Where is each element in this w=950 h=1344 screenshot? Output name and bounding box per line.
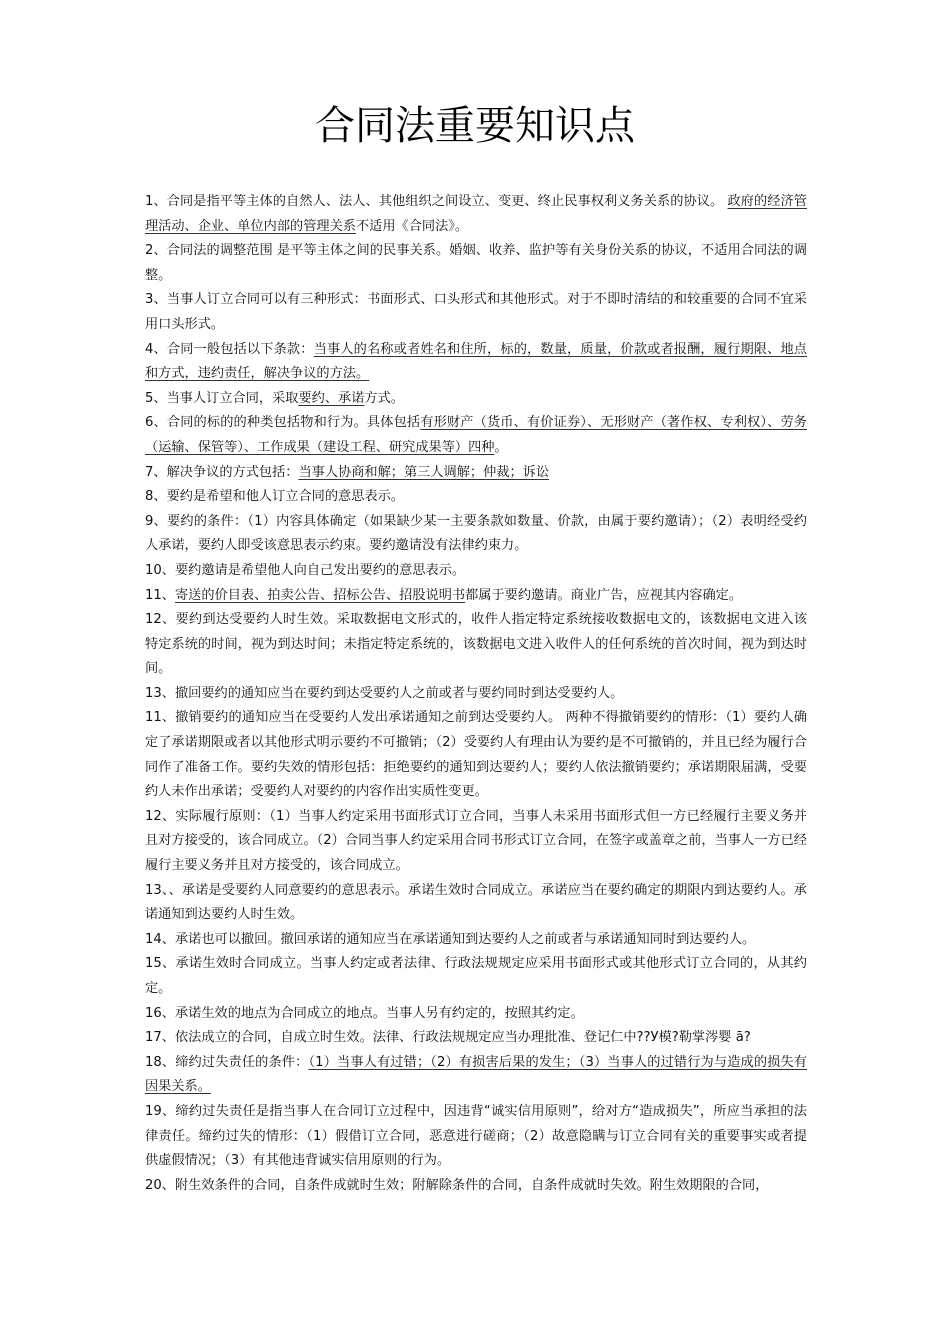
paragraph-text: 14、承诺也可以撤回。撤回承诺的通知应当在承诺通知到达要约人之前或者与承诺通知同时到达要约人。 xyxy=(145,931,756,947)
paragraph-text: 都属于要约邀请。商业广告，应视其内容确定。 xyxy=(465,587,743,603)
document-body xyxy=(145,190,807,1198)
paragraph xyxy=(145,1002,807,1027)
paragraph-text: 16、承诺生效的地点为合同成立的地点。当事人另有约定的，按照其约定。 xyxy=(145,1005,584,1021)
paragraph xyxy=(145,1100,807,1174)
paragraph xyxy=(145,288,807,337)
paragraph-text: 17、依法成立的合同，自成立时生效。法律、行政法规规定应当办理批准、登记仁中??У模?勒掌涔婴 ā? xyxy=(145,1030,751,1046)
paragraph xyxy=(145,879,807,928)
paragraph xyxy=(145,682,807,707)
paragraph xyxy=(145,461,807,486)
paragraph-text: 1、合同是指平等主体的自然人、法人、其他组织之间设立、变更、终止民事权利义务关系的协议。 xyxy=(145,194,728,209)
paragraph xyxy=(145,190,807,239)
paragraph xyxy=(145,510,807,559)
paragraph-text: 8、要约是希望和他人订立合同的意思表示。 xyxy=(145,489,404,505)
paragraph-text: 15、承诺生效时合同成立。当事人约定或者法律、行政法规规定应采用书面形式或其他形式订立合同的，从其约定。 xyxy=(145,956,807,996)
underlined-text: 当事人的名称或者姓名和住所，标的，数量，质量，价款或者报酬，履行期限、地点和方式，违约责任，解决争议的方法。 xyxy=(145,341,807,382)
paragraph-text: 9、要约的条件：（1）内容具体确定（如果缺少某一主要条款如数量、价款，由属于要约邀请）；（2）表明经受约人承诺，要约人即受该意思表示约束。要约邀请没有法律约束力。 xyxy=(145,513,807,554)
paragraph xyxy=(145,559,807,584)
underlined-text: 当事人协商和解；第三人调解；仲裁；诉讼 xyxy=(298,464,550,480)
paragraph-text: 11、 xyxy=(145,587,175,603)
underlined-text: 要约、承诺 xyxy=(298,390,365,406)
paragraph xyxy=(145,338,807,387)
paragraph xyxy=(145,706,807,804)
paragraph xyxy=(145,805,807,879)
paragraph-text: 5、当事人订立合同，采取 xyxy=(145,390,299,406)
paragraph-text: 13、、承诺是受要约人同意要约的意思表示。承诺生效时合同成立。承诺应当在要约确定的期限内到达要约人。承诺通知到达要约人时生效。 xyxy=(145,882,807,923)
underlined-text: 有形财产（货币、有价证券）、无形财产（著作权、专利权）、劳务（运输、保管等）、工作成果（建设工程、研究成果等）四种 xyxy=(145,415,807,455)
paragraph-text: 12、要约到达受要约人时生效。采取数据电文形式的，收件人指定特定系统接收数据电文的，该数据电文进入该特定系统的时间，视为到达时间；未指定特定系统的，该数据电文进入收件人的任何系统的首次时间，视为到达时间。 xyxy=(145,612,807,677)
paragraph xyxy=(145,952,807,1001)
paragraph-text: 2、合同法的调整范围 是平等主体之间的民事关系。婚姻、收养、监护等有关身份关系的协议，不适用合同法的调整。 xyxy=(145,243,807,283)
paragraph-text: 18、缔约过失责任的条件： xyxy=(145,1054,309,1070)
underlined-text: 寄送的价目表、拍卖公告、招标公告、招股说明书 xyxy=(174,587,466,603)
paragraph-text: 12、实际履行原则：（1）当事人约定采用书面形式订立合同，当事人未采用书面形式但一方已经履行主要义务并且对方接受的，该合同成立。（2）合同当事人约定采用合同书形式订立合同，在签字或盖章之前，当事人一方已经履行主要义务并且对方接受的，该合同成立。 xyxy=(145,808,807,874)
paragraph-text: 13、撤回要约的通知应当在要约到达受要约人之前或者与要约同时到达受要约人。 xyxy=(145,685,624,701)
paragraph xyxy=(145,608,807,682)
paragraph-text: 11、撤销要约的通知应当在受要约人发出承诺通知之前到达受要约人。 两种不得撤销要约的情形：（1）要约人确定了承诺期限或者以其他形式明示要约不可撤销；（2）受要约人有理由认为要约是不可撤销的，并且已经为履行合同作了准备工作。要约失效的情形包括：拒绝要约的通知到达要约人；要约人依法撤销要约；承诺期限届满，受要约人未作出承诺；受要约人对要约的内容作出实质性变更。 xyxy=(145,710,807,800)
paragraph xyxy=(145,928,807,953)
paragraph xyxy=(145,1174,807,1199)
document-title: 合同法重要知识点 xyxy=(315,103,635,149)
paragraph xyxy=(145,387,807,412)
paragraph-text: 20、附生效条件的合同，自条件成就时生效；附解除条件的合同，自条件成就时失效。附生效期限的合同， xyxy=(145,1177,769,1193)
paragraph xyxy=(145,1051,807,1100)
paragraph xyxy=(145,1026,807,1051)
paragraph-text: 10、要约邀请是希望他人向自己发出要约的意思表示。 xyxy=(145,562,466,578)
paragraph-text: 。 xyxy=(494,439,508,455)
paragraph xyxy=(145,485,807,510)
paragraph-text: 4、合同一般包括以下条款： xyxy=(145,341,314,357)
paragraph xyxy=(145,239,807,288)
paragraph xyxy=(145,584,807,609)
underlined-text: 政府的经济管理活动、企业、单位内部的管理关系 xyxy=(145,194,807,234)
underlined-text: （1）当事人有过错；（2）有损害后果的发生；（3）当事人的过错行为与造成的损失有因果关系。 xyxy=(145,1054,807,1095)
paragraph-text: 6、合同的标的的种类包括物和行为。具体包括 xyxy=(145,415,421,431)
paragraph-text: 7、解决争议的方式包括： xyxy=(145,464,299,480)
paragraph-text: 不适用《合同法》。 xyxy=(356,218,469,234)
paragraph-text: 3、当事人订立合同可以有三种形式：书面形式、口头形式和其他形式。对于不即时清结的和较重要的合同不宜采用口头形式。 xyxy=(145,292,807,332)
paragraph-text: 方式。 xyxy=(364,390,404,406)
paragraph-text: 19、缔约过失责任是指当事人在合同订立过程中，因违背“诚实信用原则”，给对方“造成损失”，所应当承担的法律责任。缔约过失的情形：（1）假借订立合同，恶意进行磋商；（2）故意隐瞒与订立合同有关的重要事实或者提供虚假情况；（3）有其他违背诚实信用原则的行为。 xyxy=(145,1103,807,1169)
paragraph xyxy=(145,411,807,460)
